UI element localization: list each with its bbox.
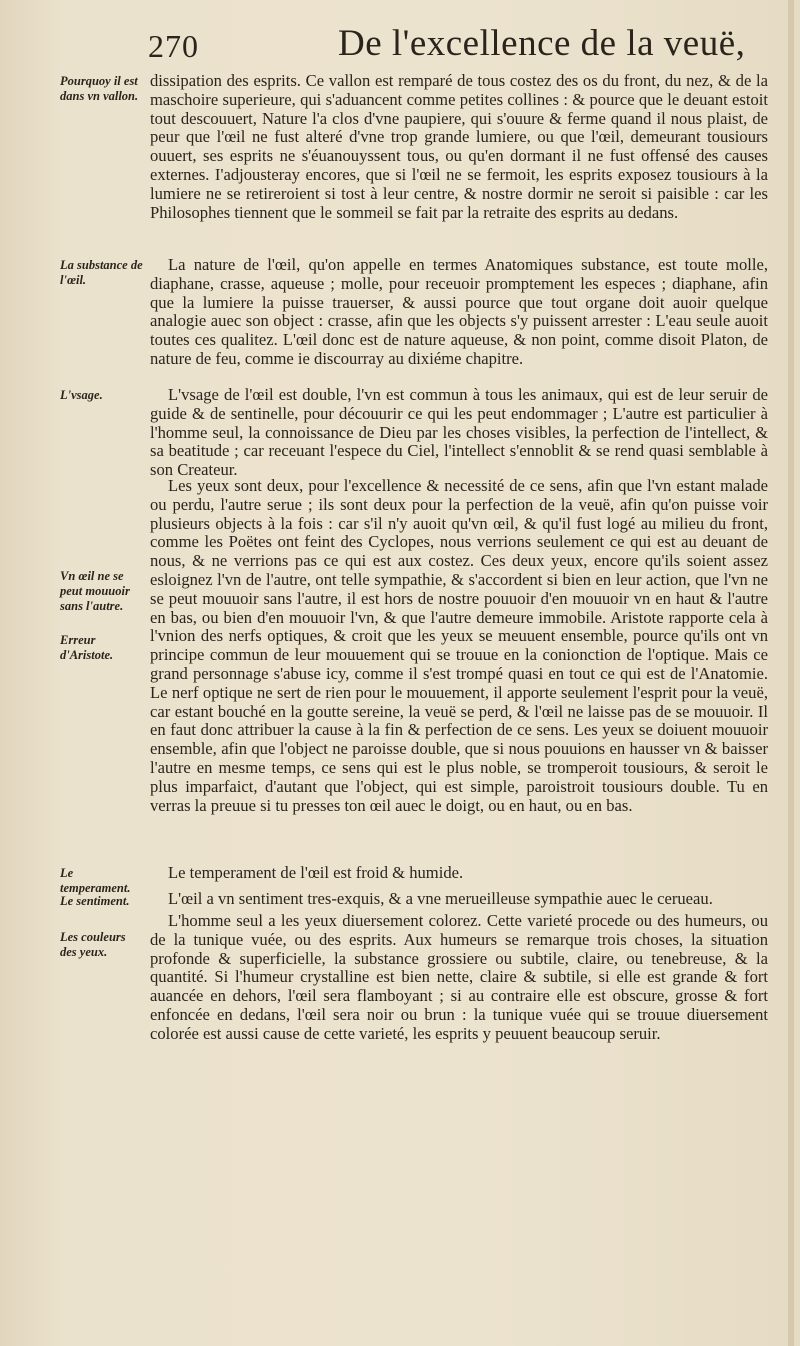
- paragraph: [150, 386, 768, 480]
- running-title: De l'excellence de la veuë,: [338, 23, 746, 64]
- paragraph: [150, 72, 768, 222]
- margin-note: Les couleurs des yeux.: [60, 930, 126, 959]
- page-header: [0, 22, 800, 68]
- paragraph-text: dissipation des esprits. Ce vallon est remparé de tous costez des os du front, du nez, & de la maschoire superieure, qui s'aduancent comme petites collines : & pource que le deuant estoit tout descouuert, Nature l'a clos d'vne paupiere, qui s'ouure & ferme quand il nous plaist, de peur que l'œil ne fust alteré d'vne trop grande lumiere, ou que l'œil, demeurant tousiours ouuert, ses esprits ne s'éuanouyssent tous, ou qu'en dormant il ne fust offensé des causes externes. I'adjousteray encores, que si l'œil ne se fermoit, les esprits exposez tousiours à la lumiere ne se retireroient si tost à leur centre, & nostre dormir ne seroit si paisible : car les Philosophes tiennent que le sommeil se fait par la retraite des esprits au dedans.: [150, 71, 768, 222]
- paragraph: [150, 912, 768, 1044]
- paragraph-text: L'homme seul a les yeux diuersement colorez. Cette varieté procede ou des humeurs, ou de la tunique vuée, ou des esprits. Aux humeurs se remarque trois choses, la situation profonde & superficielle, la substance grossiere ou subtile, claire, ou tenebreuse, & la quantité. Si l'humeur crystalline est bien nette, claire & subtile, si elle est grande & fort auancée en dehors, l'œil sera flamboyant ; si au contraire elle est obscure, grosse & fort enfoncée en dedans, l'œil sera noir ou brun : la tunique vuée qui se trouue diuersement colorée est aussi cause de cette varieté, les esprits y peuuent beaucoup seruir.: [150, 911, 768, 1043]
- paragraph-text: La nature de l'œil, qu'on appelle en termes Anatomiques substance, est toute molle, diaphane, crasse, aqueuse ; molle, pour receuoir promptement les especes ; diaphane, afin que la lumiere la puisse trauerser, & aussi pource que tout organe doit auoir quelque analogie auec son object : crasse, afin que les objects s'y puissent arrester : L'eau seule auoit toutes ces qualitez. L'œil donc est de nature aqueuse, & non point, comme disoit Platon, de nature de feu, comme ie discourray au dixiéme chapitre.: [150, 255, 768, 368]
- paragraph-text: Le temperament de l'œil est froid & humide.: [168, 863, 464, 882]
- paragraph-text: L'vsage de l'œil est double, l'vn est commun à tous les animaux, qui est de leur seruir de guide & de sentinelle, pour découurir ce qui les peut endommager ; L'autre est particulier à l'homme seul, la connoissance de Dieu par les choses visibles, la perfection de l'intellect, & sa beatitude ; car receuant l'espece du Ciel, l'intellect s'ennoblit & se rend quasi semblable à son Createur.: [150, 385, 768, 480]
- margin-note: La substance de l'œil.: [60, 258, 143, 287]
- margin-note: L'vsage.: [60, 388, 103, 402]
- paragraph-text: L'œil a vn sentiment tres-exquis, & a vne merueilleuse sympathie auec le cerueau.: [168, 889, 713, 908]
- margin-note-aristotle-error: Erreur d'Aristote.: [60, 633, 114, 662]
- page-edge: [788, 0, 794, 1346]
- margin-note: Le sentiment.: [60, 894, 130, 908]
- margin-note: Pourquoy il est dans vn vallon.: [60, 74, 139, 103]
- paragraph: [150, 477, 768, 815]
- paragraph: [150, 890, 768, 909]
- paragraph: [150, 256, 768, 369]
- margin-note-eye-movement: Vn œil ne se peut mouuoir sans l'autre.: [60, 569, 130, 613]
- paragraph-text: Les yeux sont deux, pour l'excellence & necessité de ce sens, afin que l'vn estant malade ou perdu, l'autre serue ; ils sont deux pour la perfection de la veuë, afin qu'on puisse voir plusieurs objects à la fois : car s'il n'y auoit qu'vn œil, & qu'il fust logé au milieu du front, comme les Poëtes ont feint des Cyclopes, nous verrions seulement ce qui est au deuant de nous, & ne verrions pas ce qui est aux costez. Ces deux yeux, encore qu'ils soient assez esloignez l'vn de l'autre, ont telle sympathie, & s'accordent si bien en leur action, que l'vn ne se peut mouuoir sans l'autre, il est hors de nostre pouuoir d'en mouuoir vn en haut & l'autre en bas, ou bien d'en mouuoir l'vn, & que l'autre demeure immobile. Aristote rapporte cela à l'vnion des nerfs optiques, & croit que les yeux se meuuent ensemble, pource qu'ils ont vn principe commun de leur mouuement qui se trouue en la conionction de l'optique. Mais ce grand personnage s'abuse icy, comme il s'est trompé quasi en tout ce qui est de l'Anatomie. Le nerf optique ne sert de rien pour le mouuement, il apporte seulement l'esprit pour la veuë, car estant bouché en la goutte sereine, la veuë se perd, & l'œil ne laisse pas de se mouuoir. Il en faut donc attribuer la cause à la fin & perfection de ce sens. Les yeux se doiuent mouuoir ensemble, afin que l'object ne paroisse double, que si nous pouuions en hausser vn & baisser l'autre en mesme temps, ce sens qui est le plus noble, se tromperoit tousiours, & seroit le plus imparfaict, d'autant que l'object, qui est simple, paroistroit tousiours double. Tu en verras la preuue si tu presses ton œil auec le doigt, ou en haut, ou en bas.: [150, 476, 768, 815]
- page-number: 270: [148, 28, 199, 64]
- paragraph: [150, 864, 768, 883]
- margin-note: Le temperament.: [60, 866, 131, 895]
